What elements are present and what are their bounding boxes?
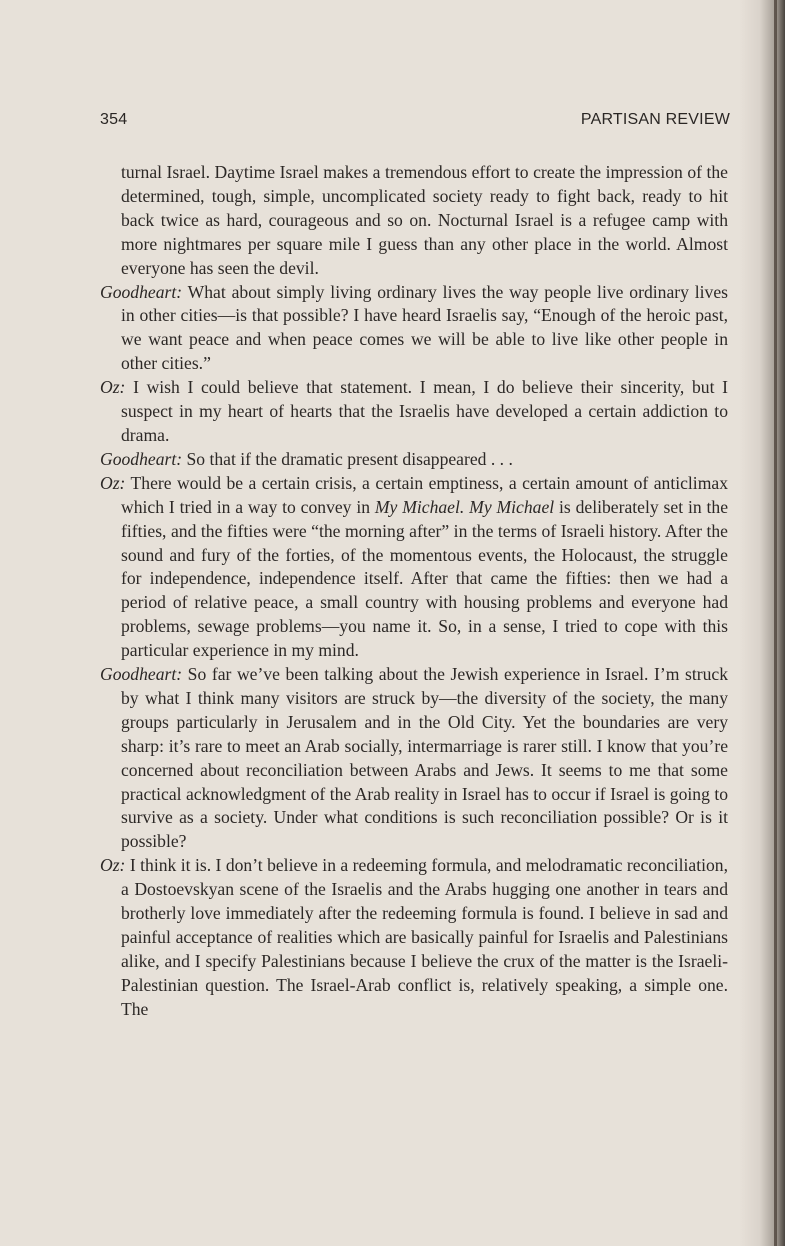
paragraph-text: I wish I could believe that statement. I mean, I do believe their sincerity, but I suspect in my heart of hearts that the Israelis have developed a certain addiction to drama. bbox=[121, 377, 728, 445]
paragraph-text: is deliberately set in the fifties, and the fifties were “the morning after” in the terms of Israeli history. After the sound and fury of the forties, of the momentous events, the Holocaust, the struggle for independence, independence itself. After that came the fifties: then we had a period of relative peace, a small country with housing problems and everyone had problems, sewage problems—you name it. So, in a sense, I tried to cope with this particular experience in my mind. bbox=[121, 496, 728, 661]
book-title: My Michael. bbox=[374, 496, 465, 517]
paragraph-oz-my-michael bbox=[100, 472, 728, 663]
paragraph-oz-painful-acceptance bbox=[100, 854, 728, 1021]
speaker-label: Goodheart: bbox=[100, 281, 183, 302]
paragraph-continued bbox=[100, 161, 728, 281]
speaker-label: Oz: bbox=[100, 377, 126, 398]
journal-title: PARTISAN REVIEW bbox=[580, 111, 730, 128]
paragraph-oz-addiction-to-drama bbox=[100, 376, 728, 448]
running-head bbox=[100, 111, 730, 133]
page-number: 354 bbox=[100, 111, 128, 128]
paragraph-goodheart-reconciliation bbox=[100, 663, 728, 854]
paragraph-text: turnal Israel. Daytime Israel makes a tremendous effort to create the impression of the determined, tough, simple, uncomplicated society ready to fight back, ready to hit back twice as hard, courageous and so on. Nocturnal Israel is a refugee camp with more nightmares per square mile I guess than any other place in the world. Almost everyone has seen the devil. bbox=[121, 162, 728, 278]
speaker-label: Oz: bbox=[100, 472, 126, 493]
binding-edge bbox=[774, 0, 777, 1246]
paragraph-text: So far we’ve been talking about the Jewish experience in Israel. I’m struck by what I think many visitors are struck by—the diversity of the society, the many groups particularly in Jerusalem and in the Old City. Yet the boundaries are very sharp: it’s rare to meet an Arab socially, intermarriage is rarer still. I know that you’re concerned about reconciliation between Arabs and Jews. It seems to me that some practical acknowledgment of the Arab reality in Israel has to occur if Israel is going to survive as a society. Under what conditions is such reconciliation possible? Or is it possible? bbox=[121, 664, 728, 852]
paragraph-goodheart-dramatic-present bbox=[100, 448, 728, 472]
page-gutter-shadow bbox=[739, 0, 785, 1246]
paragraph-text: I think it is. I don’t believe in a redeeming formula, and melodramatic reconciliation, a Dostoevskyan scene of the Israelis and the Arabs hugging one another in tears and brotherly love immediately after the redeeming formula is found. I believe in sad and painful acceptance of realities which are basically painful for Israelis and Palestinians alike, and I specify Palestinians because I believe the crux of the matter is the Israeli-Palestinian question. The Israel-Arab conflict is, relatively speaking, a simple one. The bbox=[121, 855, 728, 1019]
paragraph-text: There would be a certain crisis, a certain emptiness, a certain amount of anticlimax which I tried in a way to convey in bbox=[121, 472, 728, 517]
paragraph-goodheart-ordinary-lives bbox=[100, 281, 728, 377]
speaker-label: Goodheart: bbox=[100, 664, 183, 685]
speaker-label: Oz: bbox=[100, 855, 126, 876]
book-title: My Michael bbox=[469, 496, 555, 517]
paragraph-text: What about simply living ordinary lives the way people live ordinary lives in other cities—is that possible? I have heard Israelis say, “Enough of the heroic past, we want peace and when peace comes we will be able to live like other people in other cities.” bbox=[121, 281, 728, 374]
paragraph-text: So that if the dramatic present disappeared . . . bbox=[182, 448, 513, 469]
speaker-label: Goodheart: bbox=[100, 448, 183, 469]
body-text bbox=[100, 161, 728, 1022]
